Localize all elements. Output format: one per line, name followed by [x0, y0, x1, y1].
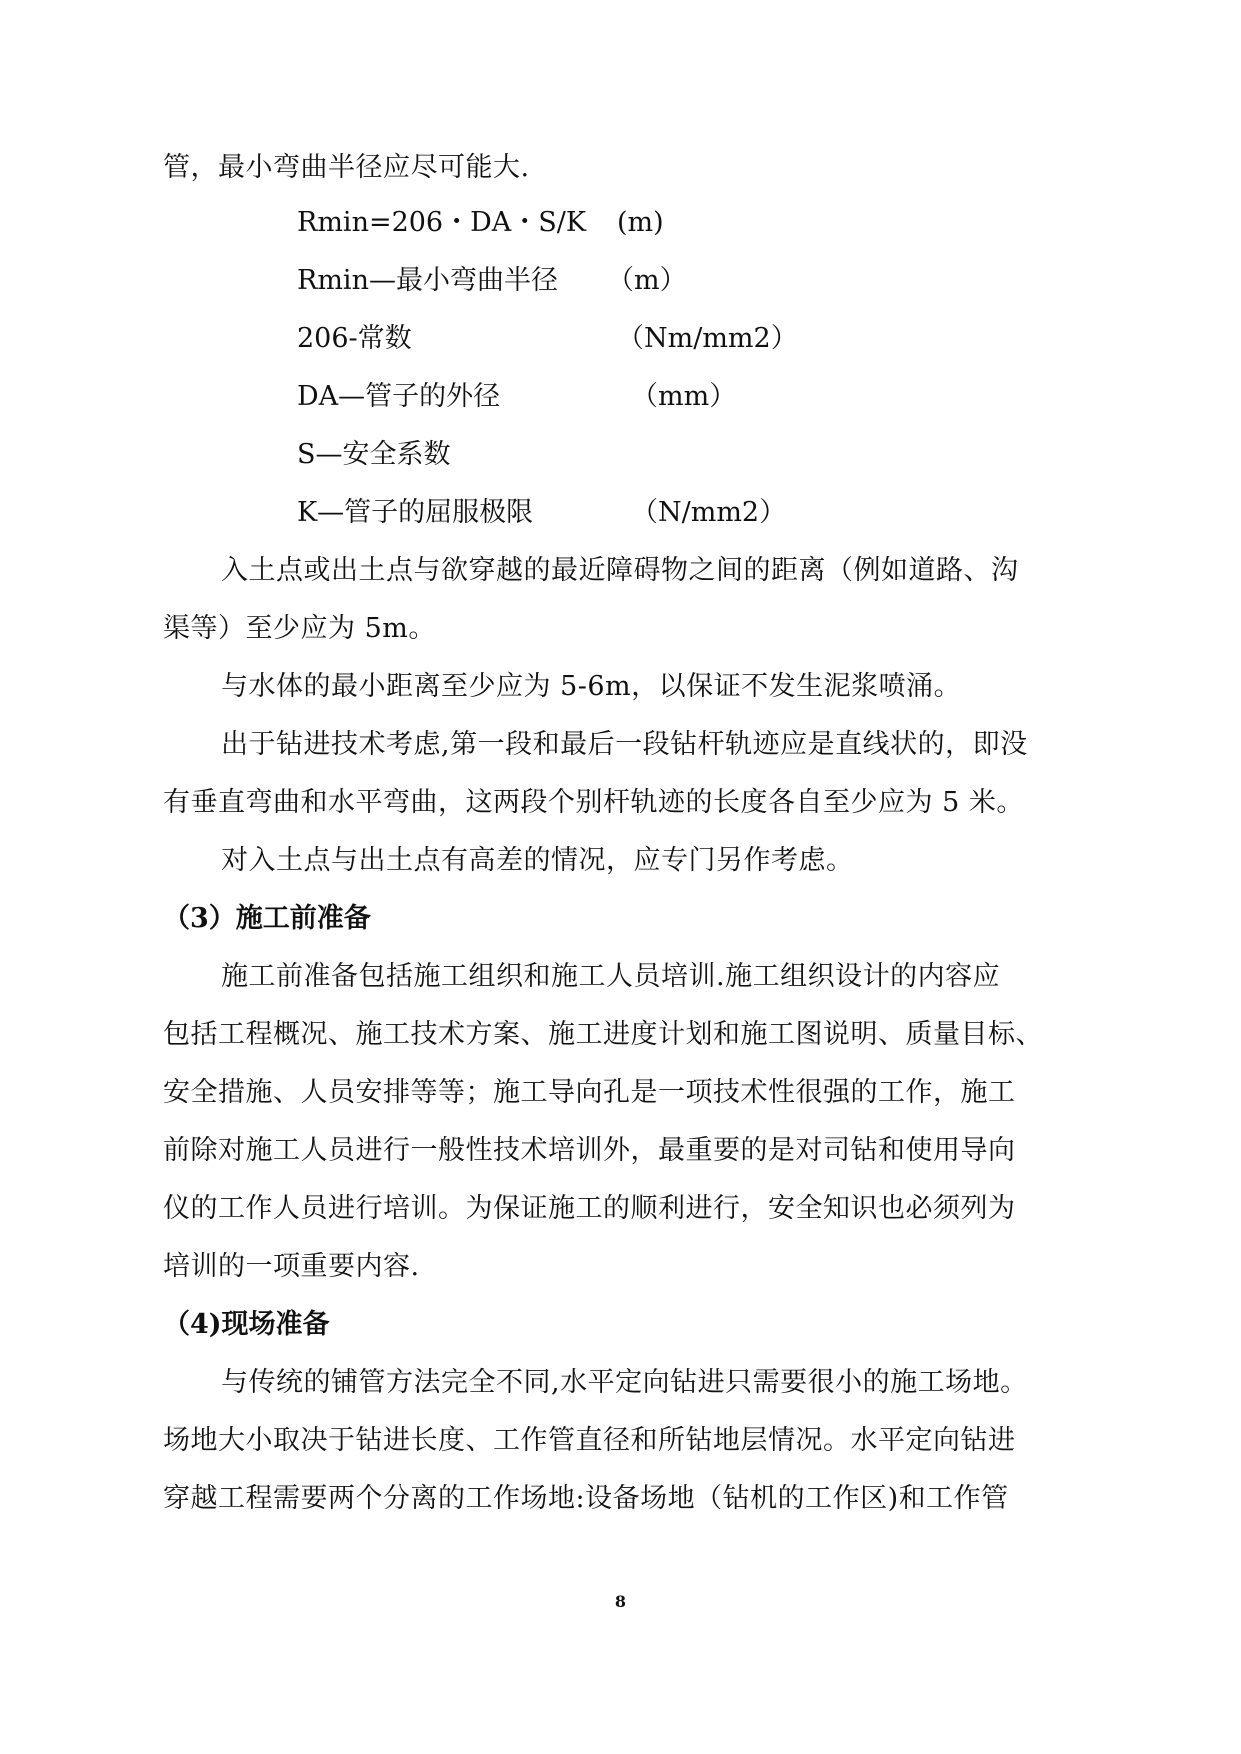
formula-variable-row	[297, 321, 857, 357]
body-line: 渠等）至少应为 5m。	[163, 613, 436, 644]
body-line: 前除对施工人员进行一般性技术培训外，最重要的是对司钻和使用导向	[163, 1135, 1016, 1166]
variable-unit: （N/mm2）	[631, 497, 787, 528]
body-line: 与传统的铺管方法完全不同,水平定向钻进只需要很小的施工场地。	[221, 1367, 1028, 1398]
body-line: 管，最小弯曲半径应尽可能大.	[163, 152, 530, 183]
section-heading: （4)现场准备	[163, 1309, 330, 1340]
formula-variable-row	[297, 263, 857, 299]
variable-unit: （mm）	[631, 381, 737, 412]
variable-name: Rmin—最小弯曲半径	[297, 265, 558, 296]
formula-variable-row	[297, 437, 857, 473]
body-line: 培训的一项重要内容.	[163, 1251, 420, 1282]
body-line: 安全措施、人员安排等等；施工导向孔是一项技术性很强的工作，施工	[163, 1077, 1016, 1108]
section-heading: （3）施工前准备	[163, 903, 371, 934]
variable-name: 206-常数	[297, 323, 412, 354]
body-line: 对入土点与出土点有高差的情况，应专门另作考虑。	[221, 845, 854, 876]
body-line: 施工前准备包括施工组织和施工人员培训.施工组织设计的内容应	[221, 961, 1001, 992]
formula-unit: (m)	[617, 207, 664, 238]
formula-expression: Rmin=206・DA・S/K	[297, 207, 587, 238]
variable-name: S—安全系数	[297, 439, 451, 470]
variable-name: K—管子的屈服极限	[297, 497, 534, 528]
formula-variable-row	[297, 495, 857, 531]
page-number: 8	[614, 1592, 627, 1611]
variable-name: DA—管子的外径	[297, 381, 501, 412]
body-line: 包括工程概况、施工技术方案、施工进度计划和施工图说明、质量目标、	[163, 1019, 1043, 1050]
body-line: 出于钻进技术考虑,第一段和最后一段钻杆轨迹应是直线状的，即没	[221, 729, 1028, 760]
variable-unit: （Nm/mm2）	[617, 323, 798, 354]
body-line: 有垂直弯曲和水平弯曲，这两段个别杆轨迹的长度各自至少应为 5 米。	[163, 787, 1024, 818]
body-line: 场地大小取决于钻进长度、工作管直径和所钻地层情况。水平定向钻进	[163, 1425, 1016, 1456]
body-line: 仪的工作人员进行培训。为保证施工的顺利进行，安全知识也必须列为	[163, 1193, 1016, 1224]
formula-main	[297, 205, 857, 241]
formula-variable-row	[297, 379, 857, 415]
body-line: 入土点或出土点与欲穿越的最近障碍物之间的距离（例如道路、沟	[221, 555, 1019, 586]
variable-unit: （m）	[607, 265, 687, 296]
body-line: 与水体的最小距离至少应为 5-6m，以保证不发生泥浆喷涌。	[221, 671, 962, 702]
body-line: 穿越工程需要两个分离的工作场地:设备场地（钻机的工作区)和工作管	[163, 1483, 1009, 1514]
